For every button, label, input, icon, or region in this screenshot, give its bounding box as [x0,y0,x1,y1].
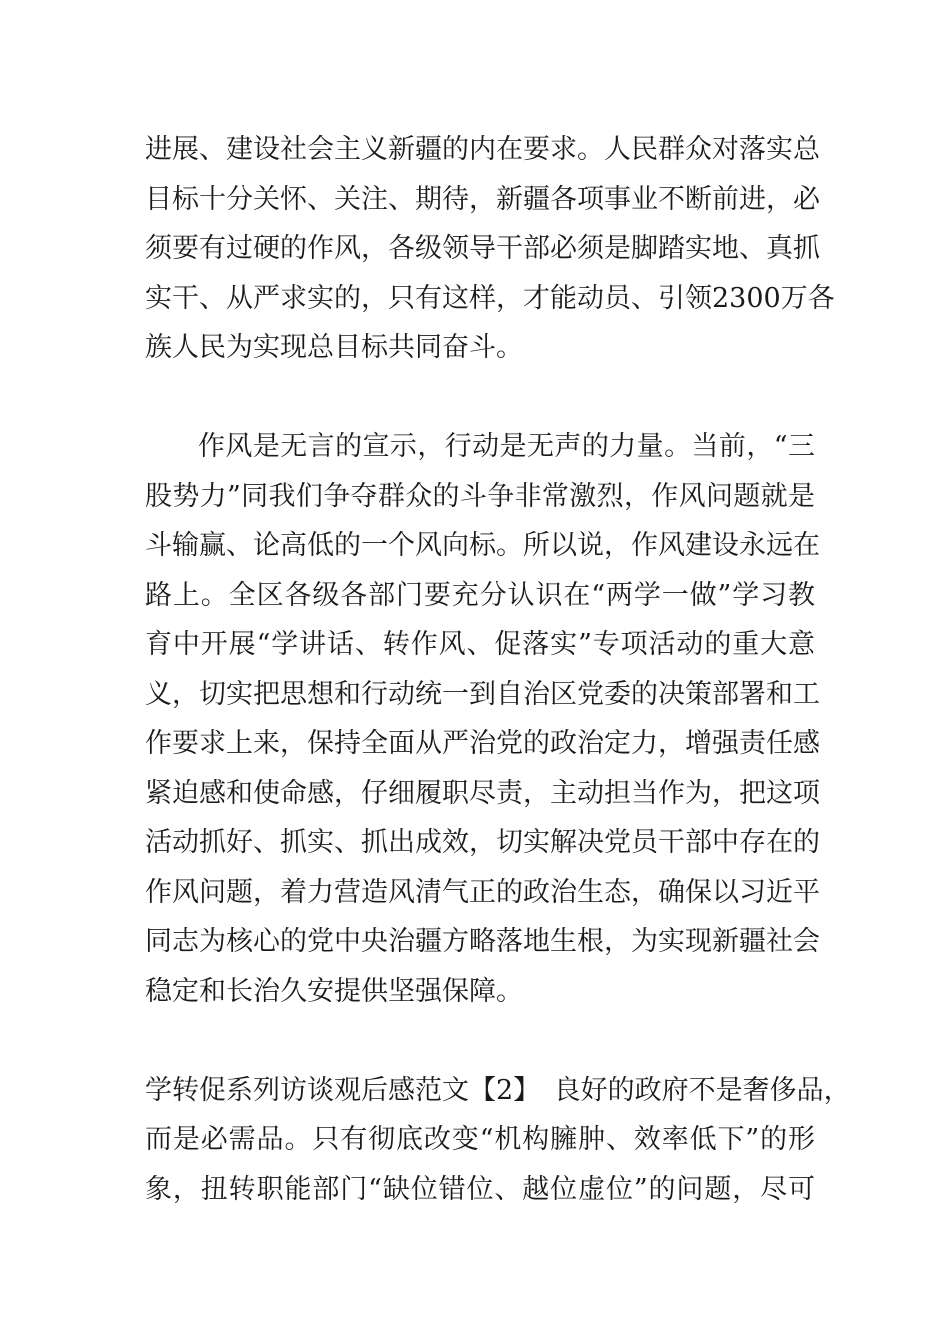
text-line: 作风是无言的宣示，行动是无声的力量。当前，“三 [198,431,815,462]
text-line: 同志为核心的党中央治疆方略落地生根，为实现新疆社会 [145,926,820,957]
text-line: 稳定和长治久安提供坚强保障。 [145,976,523,1007]
text-line: 学转促系列访谈观后感范文【2】 良好的政府不是奢侈品， [145,1075,851,1106]
text-line: 路上。全区各级各部门要充分认识在“两学一做”学习教 [145,580,815,611]
text-line: 作要求上来，保持全面从严治党的政治定力，增强责任感 [145,728,820,759]
text-line: 实干、从严求实的，只有这样，才能动员、引领2300万各 [145,283,835,314]
text-line: 活动抓好、抓实、抓出成效，切实解决党员干部中存在的 [145,827,820,858]
text-line: 股势力”同我们争夺群众的斗争非常激烈，作风问题就是 [145,481,815,512]
text-line: 而是必需品。只有彻底改变“机构臃肿、效率低下”的形 [145,1124,815,1155]
text-line: 作风问题，着力营造风清气正的政治生态，确保以习近平 [145,877,820,908]
text-line: 义，切实把思想和行动统一到自治区党委的决策部署和工 [145,679,820,710]
text-line: 进展、建设社会主义新疆的内在要求。人民群众对落实总 [145,134,820,165]
text-line: 象，扭转职能部门“缺位错位、越位虚位”的问题，尽可 [145,1174,815,1205]
text-line: 斗输赢、论高低的一个风向标。所以说，作风建设永远在 [145,530,820,561]
text-line: 紧迫感和使命感，仔细履职尽责，主动担当作为，把这项 [145,778,820,809]
text-line: 目标十分关怀、关注、期待，新疆各项事业不断前进，必 [145,184,820,215]
text-line: 须要有过硬的作风，各级领导干部必须是脚踏实地、真抓 [145,233,820,264]
text-line: 育中开展“学讲话、转作风、促落实”专项活动的重大意 [145,629,815,660]
text-line: 族人民为实现总目标共同奋斗。 [145,332,523,363]
